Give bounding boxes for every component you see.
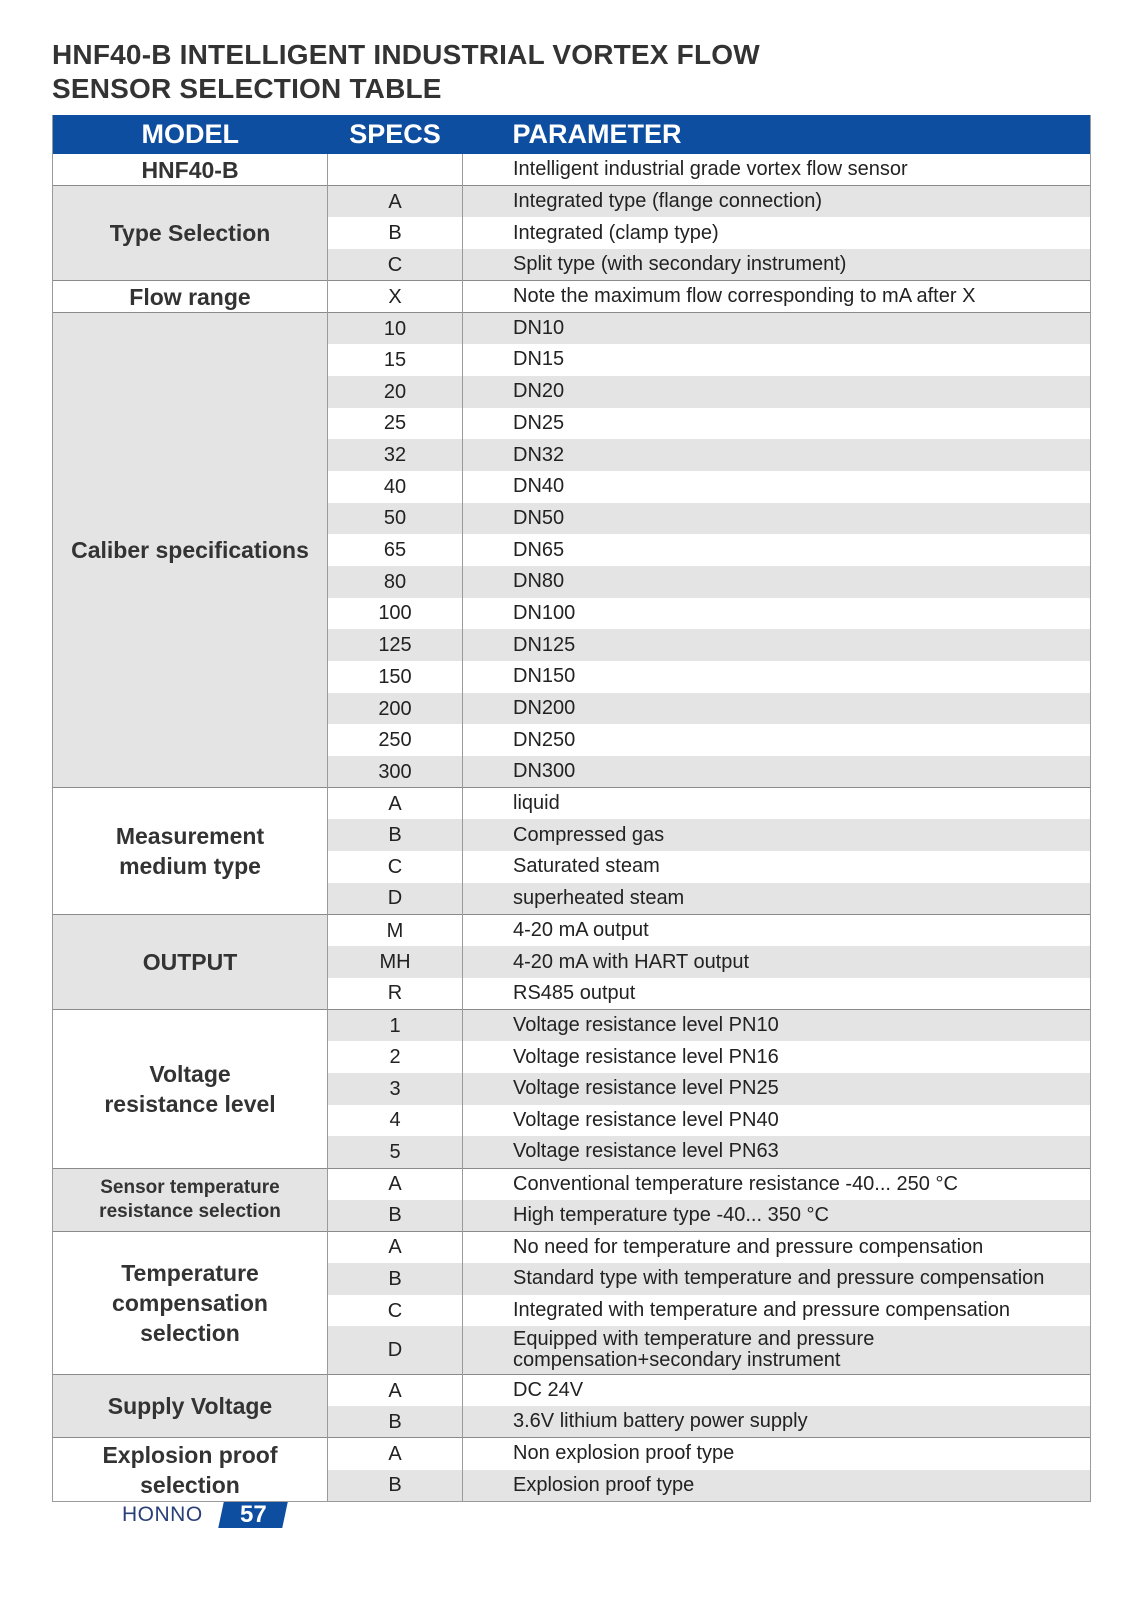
spec-cell: 150: [328, 661, 463, 693]
table-row: [53, 281, 1091, 313]
header-parameter: PARAMETER: [463, 115, 1091, 154]
table-row: [53, 186, 1091, 218]
model-label-line: Temperature: [121, 1259, 259, 1286]
parameter-cell: [463, 1263, 1091, 1295]
model-label-line: medium type: [119, 853, 261, 880]
parameter-cell: [463, 471, 1091, 503]
parameter-cell: [463, 154, 1091, 186]
spec-cell: 3: [328, 1073, 463, 1105]
model-label-line: resistance level: [104, 1090, 276, 1117]
model-label-line: Voltage: [149, 1060, 231, 1087]
spec-cell: 15: [328, 344, 463, 376]
table-row: [53, 154, 1091, 186]
parameter-text: DC 24V: [513, 1379, 584, 1402]
parameter-text: Note the maximum flow corresponding to mA after X: [513, 285, 976, 308]
parameter-cell: [463, 503, 1091, 535]
parameter-cell: [463, 217, 1091, 249]
table-body: [53, 154, 1091, 1501]
spec-cell: D: [328, 883, 463, 915]
parameter-text: Voltage resistance level PN16: [513, 1045, 779, 1068]
model-label-line: Measurement: [115, 823, 265, 850]
parameter-text: Standard type with temperature and pressure compensation: [513, 1267, 1045, 1290]
spec-cell: 125: [328, 629, 463, 661]
spec-cell: 200: [328, 693, 463, 725]
parameter-text: DN100: [513, 601, 576, 624]
header-specs: SPECS: [328, 115, 463, 154]
parameter-text: Voltage resistance level PN40: [513, 1108, 779, 1131]
parameter-cell: [463, 408, 1091, 440]
spec-cell: D: [328, 1326, 463, 1374]
model-label-line: HNF40-B: [141, 156, 239, 183]
parameter-cell: [463, 1073, 1091, 1105]
parameter-text: 4-20 mA with HART output: [513, 950, 750, 973]
parameter-text: DN65: [513, 538, 565, 561]
parameter-text: Split type (with secondary instrument): [513, 253, 847, 276]
parameter-cell: [463, 598, 1091, 630]
parameter-text: DN32: [513, 443, 565, 466]
spec-cell: B: [328, 819, 463, 851]
parameter-cell: [463, 946, 1091, 978]
parameter-text: Equipped with temperature and pressure compensation+secondary instrument: [513, 1328, 875, 1372]
model-label-line: Type Selection: [109, 220, 271, 247]
parameter-text: Intelligent industrial grade vortex flow sensor: [513, 158, 908, 181]
spec-cell: 4: [328, 1105, 463, 1137]
table-row: [53, 1010, 1091, 1042]
spec-cell: C: [328, 1295, 463, 1327]
spec-cell: 65: [328, 534, 463, 566]
spec-cell: B: [328, 1200, 463, 1232]
model-cell: [53, 1438, 328, 1501]
table-row: [53, 788, 1091, 820]
header-model: MODEL: [53, 115, 328, 154]
table-row: [53, 1168, 1091, 1200]
parameter-cell: [463, 439, 1091, 471]
model-label-line: Sensor temperature: [100, 1176, 280, 1198]
spec-cell: 100: [328, 598, 463, 630]
parameter-text: liquid: [513, 792, 560, 815]
spec-cell: C: [328, 851, 463, 883]
table-header-row: [53, 115, 1091, 154]
parameter-text: RS485 output: [513, 981, 636, 1004]
table-row: [53, 312, 1091, 344]
model-label-line: resistance selection: [99, 1200, 281, 1222]
parameter-text: High temperature type -40... 350 °C: [513, 1203, 829, 1226]
parameter-cell: [463, 819, 1091, 851]
parameter-cell: [463, 1470, 1091, 1502]
spec-cell: 40: [328, 471, 463, 503]
spec-cell: 5: [328, 1136, 463, 1168]
title-line-1: HNF40-B INTELLIGENT INDUSTRIAL VORTEX FLOW: [52, 39, 760, 70]
parameter-cell: [463, 1406, 1091, 1438]
parameter-cell: [463, 1168, 1091, 1200]
parameter-text: DN40: [513, 475, 565, 498]
spec-cell: M: [328, 915, 463, 947]
parameter-cell: [463, 1231, 1091, 1263]
table-row: [53, 1374, 1091, 1406]
parameter-text: DN150: [513, 665, 576, 688]
parameter-text: Non explosion proof type: [513, 1442, 735, 1465]
spec-cell: 80: [328, 566, 463, 598]
selection-table: [52, 115, 1091, 1502]
parameter-cell: [463, 1438, 1091, 1470]
spec-cell: R: [328, 978, 463, 1010]
page-number-badge: [218, 1502, 288, 1528]
spec-cell: A: [328, 1374, 463, 1406]
spec-cell: A: [328, 1438, 463, 1470]
parameter-text: DN20: [513, 380, 565, 403]
page-number: 57: [239, 1501, 267, 1528]
parameter-cell: [463, 915, 1091, 947]
parameter-cell: [463, 249, 1091, 281]
parameter-text: Voltage resistance level PN25: [513, 1077, 779, 1100]
parameter-cell: [463, 788, 1091, 820]
parameter-cell: [463, 883, 1091, 915]
parameter-cell: [463, 1326, 1091, 1374]
parameter-cell: [463, 186, 1091, 218]
model-cell: [53, 1374, 328, 1437]
spec-cell: 25: [328, 408, 463, 440]
spec-cell: C: [328, 249, 463, 281]
spec-cell: B: [328, 1263, 463, 1295]
model-cell: [53, 186, 328, 281]
spec-cell: A: [328, 788, 463, 820]
parameter-text: Compressed gas: [513, 823, 665, 846]
page-footer: [122, 1500, 285, 1530]
parameter-text: Voltage resistance level PN63: [513, 1140, 779, 1163]
parameter-text: Saturated steam: [513, 855, 660, 878]
model-cell: [53, 281, 328, 313]
parameter-cell: [463, 978, 1091, 1010]
model-cell: [53, 915, 328, 1010]
model-cell: [53, 312, 328, 787]
parameter-text: DN25: [513, 411, 565, 434]
parameter-cell: [463, 693, 1091, 725]
spec-cell: X: [328, 281, 463, 313]
parameter-text: DN200: [513, 697, 576, 720]
parameter-cell: [463, 281, 1091, 313]
model-label-line: OUTPUT: [142, 949, 238, 976]
parameter-text: superheated steam: [513, 886, 685, 909]
parameter-text: Explosion proof type: [513, 1473, 695, 1496]
parameter-text: 4-20 mA output: [513, 919, 649, 942]
parameter-text: Integrated type (flange connection): [513, 190, 823, 213]
parameter-text: DN15: [513, 348, 565, 371]
table-row: [53, 915, 1091, 947]
spec-cell: A: [328, 1168, 463, 1200]
spec-cell: 250: [328, 724, 463, 756]
spec-cell: A: [328, 186, 463, 218]
spec-cell: B: [328, 1470, 463, 1502]
spec-cell: 1: [328, 1010, 463, 1042]
parameter-text: DN50: [513, 506, 565, 529]
parameter-cell: [463, 1041, 1091, 1073]
parameter-cell: [463, 376, 1091, 408]
spec-cell: 2: [328, 1041, 463, 1073]
parameter-text: 3.6V lithium battery power supply: [513, 1410, 808, 1433]
parameter-cell: [463, 1295, 1091, 1327]
parameter-text: Integrated with temperature and pressure compensation: [513, 1299, 1010, 1322]
parameter-text: DN250: [513, 728, 576, 751]
model-label-line: Supply Voltage: [107, 1393, 273, 1420]
parameter-cell: [463, 534, 1091, 566]
model-cell: [53, 154, 328, 186]
spec-cell: [328, 154, 463, 186]
parameter-text: Integrated (clamp type): [513, 221, 719, 244]
parameter-text: No need for temperature and pressure compensation: [513, 1235, 984, 1258]
parameter-cell: [463, 661, 1091, 693]
parameter-cell: [463, 1374, 1091, 1406]
spec-cell: B: [328, 1406, 463, 1438]
parameter-cell: [463, 1105, 1091, 1137]
parameter-cell: [463, 724, 1091, 756]
spec-cell: 10: [328, 312, 463, 344]
table-row: [53, 1231, 1091, 1263]
spec-cell: A: [328, 1231, 463, 1263]
model-cell: [53, 1231, 328, 1374]
parameter-cell: [463, 1200, 1091, 1232]
parameter-cell: [463, 1136, 1091, 1168]
spec-cell: B: [328, 217, 463, 249]
model-label-line: compensation: [112, 1289, 268, 1316]
parameter-text: DN10: [513, 317, 565, 340]
title-line-2: SENSOR SELECTION TABLE: [52, 73, 442, 104]
parameter-text: DN300: [513, 760, 576, 783]
spec-cell: 50: [328, 503, 463, 535]
table-row: [53, 1438, 1091, 1470]
parameter-cell: [463, 344, 1091, 376]
parameter-cell: [463, 566, 1091, 598]
parameter-cell: [463, 629, 1091, 661]
parameter-text: DN125: [513, 633, 576, 656]
spec-cell: 300: [328, 756, 463, 788]
model-label-line: Caliber specifications: [71, 537, 309, 564]
parameter-text: DN80: [513, 570, 565, 593]
parameter-cell: [463, 851, 1091, 883]
model-cell: [53, 1010, 328, 1168]
parameter-text: Voltage resistance level PN10: [513, 1014, 779, 1037]
model-label-line: selection: [140, 1319, 240, 1346]
parameter-cell: [463, 1010, 1091, 1042]
spec-cell: 32: [328, 439, 463, 471]
model-label-line: selection: [140, 1471, 240, 1498]
parameter-cell: [463, 312, 1091, 344]
model-label-line: Explosion proof: [102, 1441, 278, 1468]
page-title: [52, 38, 1092, 106]
parameter-text: Conventional temperature resistance -40... 250 °C: [513, 1172, 958, 1195]
model-label-line: Flow range: [129, 283, 251, 310]
model-cell: [53, 1168, 328, 1231]
parameter-cell: [463, 756, 1091, 788]
spec-cell: 20: [328, 376, 463, 408]
brand-name: HONNO: [122, 1503, 203, 1526]
spec-cell: MH: [328, 946, 463, 978]
model-cell: [53, 788, 328, 915]
